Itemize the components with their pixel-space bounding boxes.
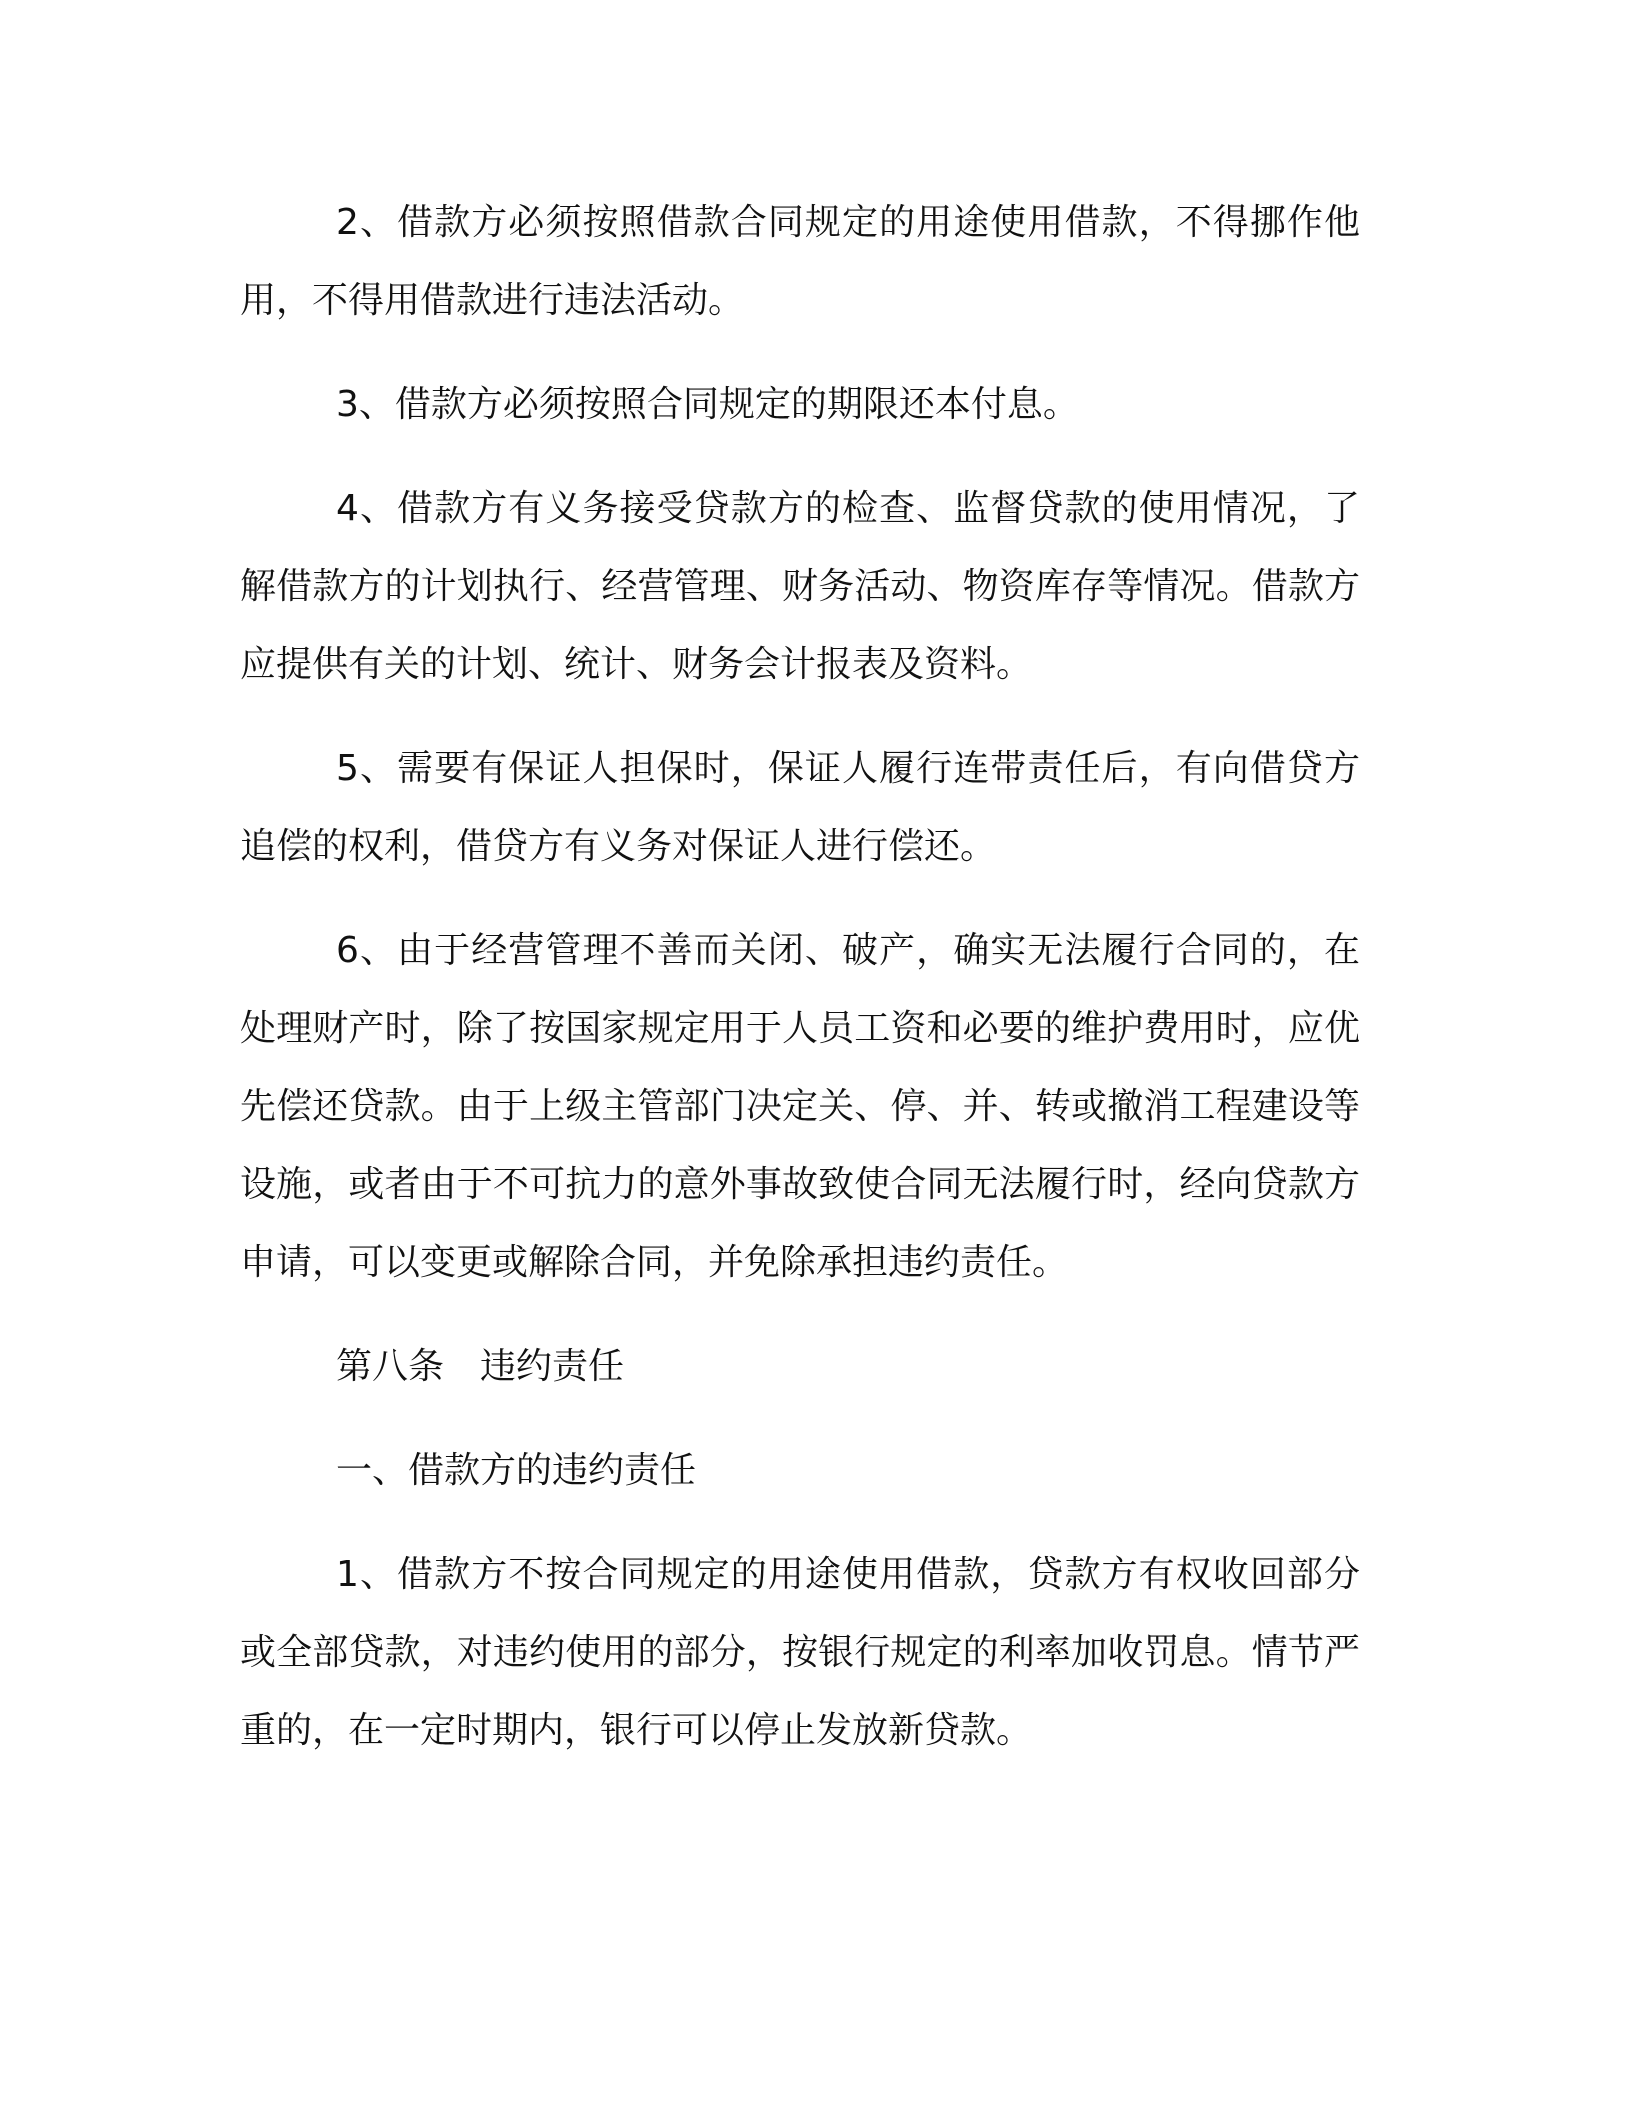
section-heading: 一、借款方的违约责任	[336, 1450, 697, 1491]
paragraph-clause-6: 6、由于经营管理不善而关闭、破产，确实无法履行合同的，在处理财产时，除了按国家规定用于人员工资和必要的维护费用时，应优先偿还贷款。由于上级主管部门决定关、停、并、转或撤消工程建设等设施，或者由于不可抗力的意外事故致使合同无法履行时，经向贷款方申请，可以变更或解除合同，并免除承担违约责任。	[240, 930, 1360, 1283]
document-page	[240, 184, 1360, 1796]
article-heading: 第八条 违约责任	[336, 1346, 625, 1387]
paragraph-clause-4: 4、借款方有义务接受贷款方的检查、监督贷款的使用情况，了解借款方的计划执行、经营管理、财务活动、物资库存等情况。借款方应提供有关的计划、统计、财务会计报表及资料。	[240, 488, 1360, 685]
paragraph-clause-3: 3、借款方必须按照合同规定的期限还本付息。	[336, 384, 1079, 425]
paragraph-breach-1: 1、借款方不按合同规定的用途使用借款，贷款方有权收回部分或全部贷款，对违约使用的部分，按银行规定的利率加收罚息。情节严重的，在一定时期内，银行可以停止发放新贷款。	[240, 1554, 1360, 1751]
paragraph-clause-5: 5、需要有保证人担保时，保证人履行连带责任后，有向借贷方追偿的权利，借贷方有义务对保证人进行偿还。	[240, 748, 1360, 867]
paragraph-clause-2: 2、借款方必须按照借款合同规定的用途使用借款，不得挪作他用，不得用借款进行违法活动。	[240, 202, 1360, 321]
